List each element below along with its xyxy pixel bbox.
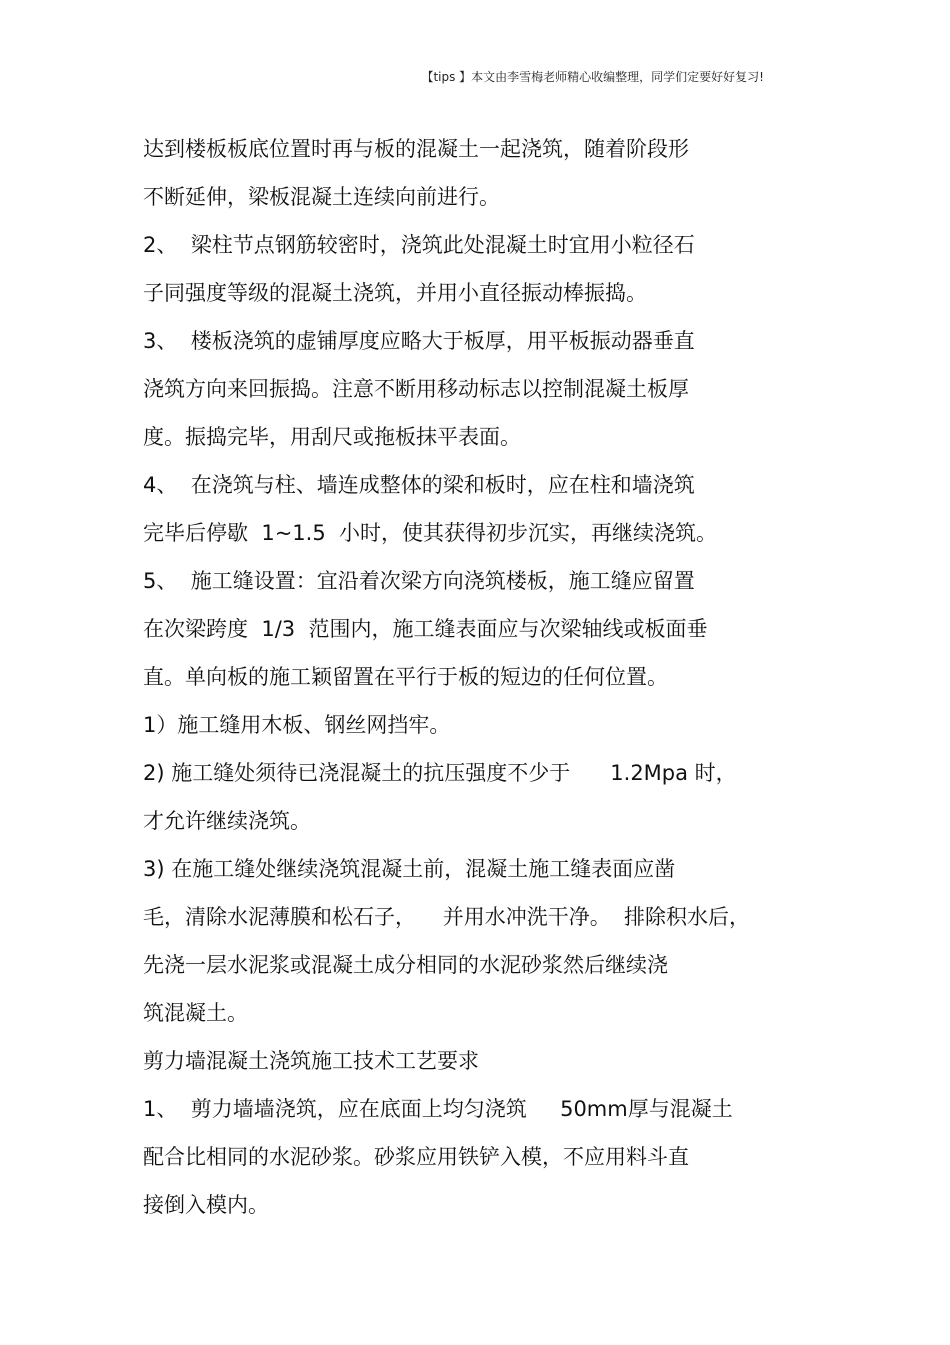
text-line: 不断延伸，梁板混凝土连续向前进行。 [143, 185, 500, 209]
text-line: 筑混凝土。 [143, 1001, 248, 1025]
text-line: 达到楼板板底位置时再与板的混凝土一起浇筑，随着阶段形 [143, 137, 689, 161]
text-line: 1、 剪力墙墙浇筑，应在底面上均匀浇筑 50mm厚与混凝土 [143, 1097, 733, 1121]
text-line: 先浇一层水泥浆或混凝土成分相同的水泥砂浆然后继续浇 [143, 953, 668, 977]
text-line: 毛，清除水泥薄膜和松石子， 并用水冲洗干净。 排除积水后， [143, 905, 751, 929]
text-line: 3、 楼板浇筑的虚铺厚度应略大于板厚，用平板振动器垂直 [143, 329, 695, 353]
text-line: 度。振捣完毕，用刮尺或拖板抹平表面。 [143, 425, 521, 449]
text-line: 才允许继续浇筑。 [143, 809, 311, 833]
section-heading: 剪力墙混凝土浇筑施工技术工艺要求 [143, 1049, 479, 1073]
text-line: 接倒入模内。 [143, 1193, 269, 1217]
text-line: 子同强度等级的混凝土浇筑，并用小直径振动棒振捣。 [143, 281, 647, 305]
body-text [143, 125, 823, 1229]
text-line: 浇筑方向来回振捣。注意不断用移动标志以控制混凝土板厚 [143, 377, 689, 401]
text-line: 2、 梁柱节点钢筋较密时，浇筑此处混凝土时宜用小粒径石 [143, 233, 695, 257]
header-tip: 【tips 】本文由李雪梅老师精心收编整理，同学们定要好好复习! [421, 70, 764, 84]
text-line: 5、 施工缝设置：宜沿着次梁方向浇筑楼板，施工缝应留置 [143, 569, 695, 593]
text-line: 1）施工缝用木板、钢丝网挡牢。 [143, 713, 451, 737]
text-line: 在次梁跨度 1/3 范围内，施工缝表面应与次梁轴线或板面垂 [143, 617, 708, 641]
text-line: 直。单向板的施工颖留置在平行于板的短边的任何位置。 [143, 665, 668, 689]
text-line: 4、 在浇筑与柱、墙连成整体的梁和板时，应在柱和墙浇筑 [143, 473, 695, 497]
text-line: 配合比相同的水泥砂浆。砂浆应用铁铲入模，不应用料斗直 [143, 1145, 689, 1169]
text-line: 3) 在施工缝处继续浇筑混凝土前，混凝土施工缝表面应凿 [143, 857, 676, 881]
text-line: 2) 施工缝处须待已浇混凝土的抗压强度不少于 1.2Mpa 时， [143, 761, 737, 785]
text-line: 完毕后停歇 1~1.5 小时，使其获得初步沉实，再继续浇筑。 [143, 521, 718, 545]
